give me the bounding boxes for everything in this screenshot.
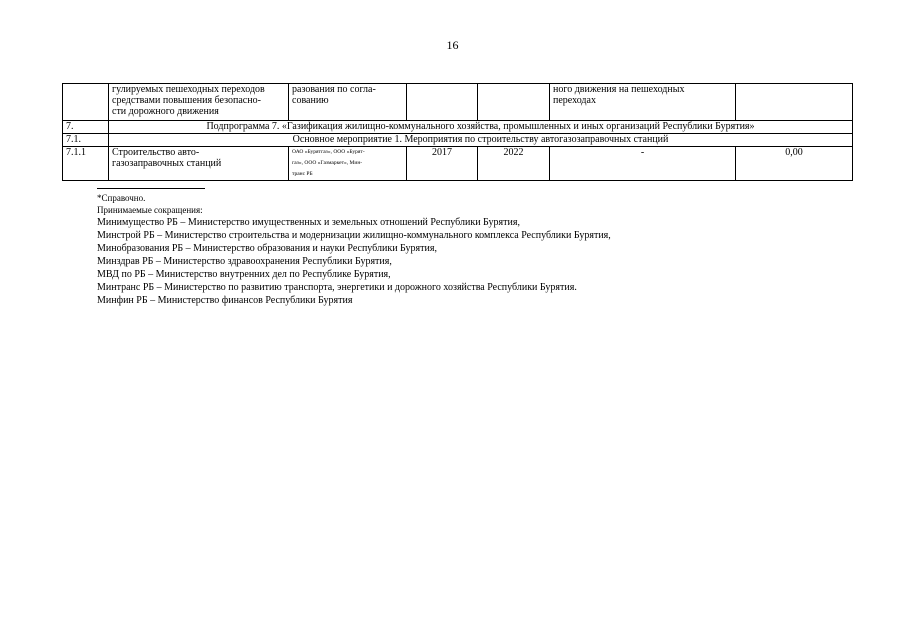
cell-num: [63, 84, 109, 121]
footnote-asterisk: *Справочно.: [97, 193, 146, 203]
abbreviation-item: Минимущество РБ – Министерство имущественных и земельных отношений Республики Бурятия,: [97, 217, 520, 228]
cell-name: Строительство авто- газозаправочных станций: [109, 147, 289, 181]
cell-start: [407, 84, 478, 121]
cell-num: 7.: [63, 121, 109, 134]
table-row-activity: [63, 134, 853, 147]
cell-value: 0,00: [736, 147, 853, 181]
cell-start: 2017: [407, 147, 478, 181]
cell-end: 2022: [478, 147, 550, 181]
abbreviations-heading: Принимаемые сокращения:: [97, 205, 203, 215]
cell-executor: ОАО «Бурятгаз», ООО «Бурят- газ», ООО «Газмаркет», Мин- транс РБ: [289, 147, 407, 181]
cell-num: 7.1.: [63, 134, 109, 147]
footnotes: [97, 192, 857, 307]
abbreviation-item: Минфин РБ – Министерство финансов Республики Бурятия: [97, 295, 353, 306]
cell-result: ного движения на пешеходных переходах: [550, 84, 736, 121]
abbreviation-item: Минздрав РБ – Министерство здравоохранения Республики Бурятия,: [97, 256, 392, 267]
cell-end: [478, 84, 550, 121]
cell-result: -: [550, 147, 736, 181]
cell-value: [736, 84, 853, 121]
cell-name: гулируемых пешеходных переходов средствами повышения безопасно- сти дорожного движения: [109, 84, 289, 121]
footnote-divider: [97, 188, 205, 189]
page-number: 16: [446, 38, 459, 52]
table-row-continued: [63, 84, 853, 121]
table-row-item: [63, 147, 853, 181]
program-table: [62, 83, 853, 181]
cell-executor: разования по согла- сованию: [289, 84, 407, 121]
subprogram-title: Подпрограмма 7. «Газификация жилищно-коммунального хозяйства, промышленных и иных организаций Республики Бурятия»: [109, 121, 853, 134]
abbreviation-item: Минтранс РБ – Министерство по развитию транспорта, энергетики и дорожного хозяйства Республики Бурятия.: [97, 282, 577, 293]
abbreviation-item: МВД по РБ – Министерство внутренних дел по Республике Бурятия,: [97, 269, 391, 280]
abbreviation-item: Минобразования РБ – Министерство образования и науки Республики Бурятия,: [97, 243, 437, 254]
table-row-subprogram: [63, 121, 853, 134]
cell-num: 7.1.1: [63, 147, 109, 181]
abbreviation-item: Минстрой РБ – Министерство строительства и модернизации жилищно-коммунального комплекса Республики Бурятия,: [97, 230, 611, 241]
activity-title: Основное мероприятие 1. Мероприятия по строительству автогазозаправочных станций: [109, 134, 853, 147]
